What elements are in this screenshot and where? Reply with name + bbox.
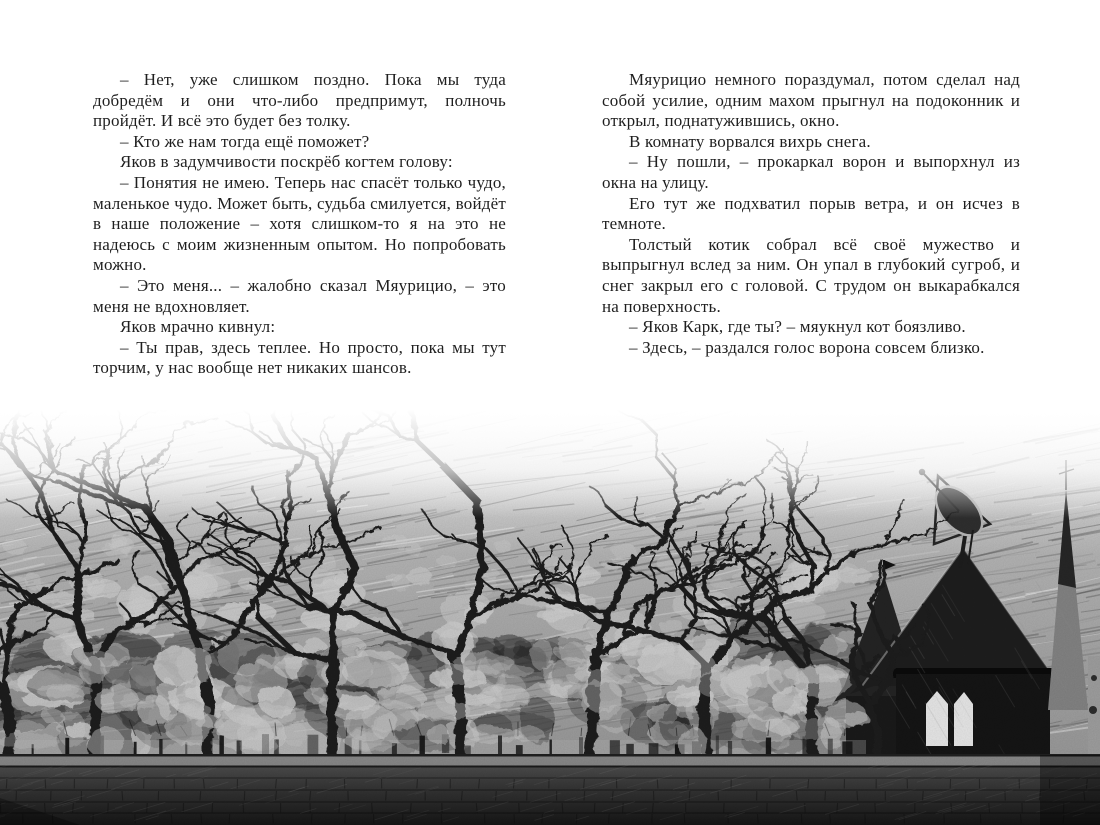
paragraph: – Ты прав, здесь теплее. Но просто, пока мы тут торчим, у нас вообще нет никаких шансов. (93, 337, 506, 378)
paragraph: – Яков Карк, где ты? – мяукнул кот боязливо. (629, 317, 966, 337)
paragraph: Мяурицио немного пораздумал, потом сделал над собой усилие, одним махом прыгнул на подоконник и открыл, поднатужившись, окно. (602, 70, 1020, 131)
paragraph: – Ну пошли, – прокаркал ворон и выпорхнул из окна на улицу. (602, 152, 1020, 192)
top-white-fade (0, 410, 1100, 518)
paragraph: – Нет, уже слишком поздно. Пока мы туда добредём и они что-либо предпримут, полночь пройдёт. И всё это будет без толку. (93, 70, 506, 131)
paragraph: – Здесь, – раздался голос ворона совсем близко. (629, 337, 985, 357)
paragraph: Яков в задумчивости поскрёб когтем голову: (120, 152, 453, 172)
paragraph: – Понятия не имею. Теперь нас спасёт только чудо, маленькое чудо. Может быть, судьба смилуется, войдёт в наше положение – хотя слишком-то я на это не надеюсь с моим жизненным опытом. Но попробовать можно. (93, 172, 506, 275)
paragraph: Яков мрачно кивнул: (120, 317, 276, 337)
paragraph: Его тут же подхватил порыв ветра, и он исчез в темноте. (602, 193, 1020, 234)
paragraph: В комнату ворвался вихрь снега. (629, 131, 871, 151)
illustration-svg (0, 410, 1100, 825)
paragraph: – Кто же нам тогда ещё поможет? (120, 131, 370, 151)
right-page-text (602, 70, 1020, 358)
paragraph: – Это меня... – жалобно сказал Мяурицио, – это меня не вдохновляет. (93, 275, 506, 316)
illustration-snowstorm-scene (0, 410, 1100, 825)
paragraph: Толстый котик собрал всё своё мужество и выпрыгнул вслед за ним. Он упал в глубокий сугроб, и снег закрыл его с головой. С трудом он выкарабкался на поверхность. (602, 234, 1020, 316)
left-page-text (93, 70, 506, 379)
